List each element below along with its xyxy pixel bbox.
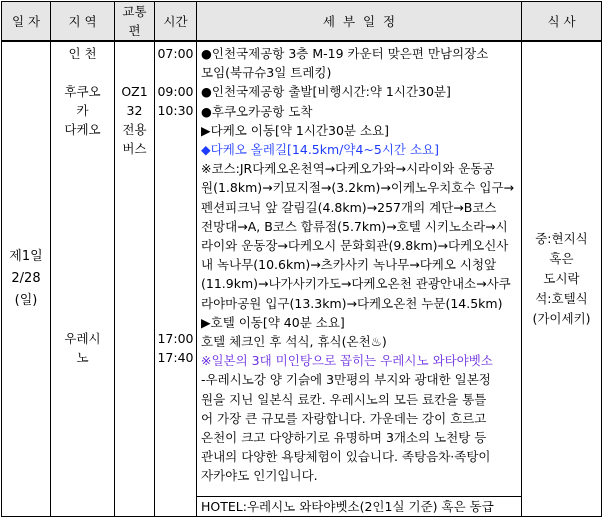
header-transport-line2: 편 (128, 23, 141, 38)
meal-line: 중:현지식 (535, 231, 588, 246)
region-line-7 (51, 177, 114, 196)
transport-line-4: 전용 (122, 122, 147, 137)
transport-cell (115, 41, 155, 517)
meal-line: 혹은 (549, 251, 574, 266)
header-date: 일 자 (2, 2, 51, 42)
schedule-line: 어 가장 큰 규모를 자랑합니다. 가운데는 강이 흐르고 (201, 410, 487, 426)
region-line-5 (51, 139, 114, 158)
region-line-15: 우레시 (64, 331, 101, 346)
schedule-line: 호텔 체크인 후 석식, 휴식(온천♨) (201, 334, 387, 350)
time-line-5 (155, 139, 196, 158)
region-line-10 (51, 234, 114, 253)
region-line-8 (51, 196, 114, 215)
time-line-0: 07:00 (157, 46, 194, 61)
day-cell (2, 41, 51, 517)
transport-line-1 (115, 63, 154, 82)
itinerary-table (1, 1, 602, 517)
time-line-4 (155, 120, 196, 139)
schedule-line: ※코스:JR다케오온천역→다케오가와→시라이와 운동공 (201, 161, 495, 177)
schedule-line: ▶호텔 이동[약 40분 소요] (201, 314, 345, 330)
time-line-12 (155, 272, 196, 291)
schedule-line: 모임(북규슈3일 트레킹) (201, 65, 332, 81)
region-line-9 (51, 215, 114, 234)
schedule-line: 원을 지닌 일본식 료칸. 우레시노의 모든 료칸을 통틀 (201, 391, 487, 407)
day-weekday: (일) (14, 293, 38, 308)
region-line-0: 인 천 (68, 46, 97, 61)
schedule-line: (11.9km)→나가사키가도→다케오온천 관광안내소→사쿠 (201, 276, 511, 292)
schedule-line: 자카야도 인기입니다. (201, 468, 318, 484)
region-line-16: 노 (76, 350, 89, 365)
time-line-9 (155, 215, 196, 234)
time-line-6 (155, 158, 196, 177)
meal-line: (가이세키) (532, 311, 591, 326)
meal-line: 석:호텔식 (535, 291, 588, 306)
schedule-line: ※일본의 3대 미인탕으로 꼽히는 우레시노 와타야벳소 (201, 353, 493, 369)
time-line-11 (155, 253, 196, 272)
header-transport-line1: 교통 (122, 4, 147, 19)
region-cell (51, 41, 115, 517)
day-row (2, 41, 602, 497)
time-line-7 (155, 177, 196, 196)
time-line-10 (155, 234, 196, 253)
time-line-13 (155, 291, 196, 310)
schedule-cell (197, 41, 522, 497)
region-line-11 (51, 253, 114, 272)
time-line-16: 17:40 (157, 350, 194, 365)
time-line-15: 17:00 (157, 331, 194, 346)
transport-line-2: OZ1 (121, 84, 148, 99)
transport-line-5: 버스 (122, 141, 147, 156)
schedule-line: 라이와 운동장→다케오시 문화회관(9.8km)→다케오신사 (201, 238, 509, 254)
hotel-info: HOTEL:우레시노 와타야벳소(2인1실 기준) 혹은 동급 (197, 497, 522, 517)
time-line-8 (155, 196, 196, 215)
schedule-line: 온천이 크고 다양하기로 유명하며 3개소의 노천탕 등 (201, 430, 487, 446)
day-label: 제1일 (9, 249, 43, 264)
region-line-13 (51, 291, 114, 310)
schedule-line: 라야마공원 입구(13.3km)→다케오온천 누문(14.5km) (201, 295, 503, 311)
transport-line-0 (115, 44, 154, 63)
region-line-1 (51, 63, 114, 82)
header-time: 시간 (155, 2, 197, 42)
header-schedule: 세 부 일 정 (197, 2, 522, 42)
schedule-line: ▶다케오 이동[약 1시간30분 소요] (201, 122, 389, 138)
schedule-line: ●후쿠오카공항 도착 (201, 103, 313, 119)
time-cell (155, 41, 197, 517)
time-line-2: 09:00 (157, 84, 194, 99)
header-transport (115, 2, 155, 42)
schedule-line: 관내의 다양한 욕탕체험이 있습니다. 족탕음차·족탕이 (201, 449, 491, 465)
schedule-line: ●인천국제공항 출발[비행시간:약 1시간30분] (201, 84, 451, 100)
day-date: 2/28 (11, 271, 41, 286)
region-line-12 (51, 272, 114, 291)
schedule-line: 내 녹나무(10.6km)→츠카사키 녹나무→다케오 시청앞 (201, 257, 497, 273)
meal-cell (522, 41, 602, 517)
schedule-line: ◆다케오 올레길[14.5km/약4~5시간 소요] (201, 142, 439, 158)
header-meal: 식 사 (522, 2, 602, 42)
schedule-line: -우레시노강 양 기슭에 3만평의 부지와 광대한 일본정 (201, 372, 491, 388)
region-line-14 (51, 310, 114, 329)
header-region: 지 역 (51, 2, 115, 42)
region-line-3: 카 (76, 103, 89, 118)
schedule-line: 펜션피크닉 앞 갈림길(4.8km)→257개의 계단→B코스 (201, 199, 497, 215)
meal-line: 도시락 (543, 271, 580, 286)
schedule-line: 전망대→A, B코스 합류점(5.7km)→호텔 시키노소라→시 (201, 218, 508, 234)
transport-line-3: 32 (126, 103, 143, 118)
region-line-2: 후쿠오 (64, 84, 101, 99)
time-line-3: 10:30 (157, 103, 194, 118)
region-line-6 (51, 158, 114, 177)
time-line-14 (155, 310, 196, 329)
region-line-4: 다케오 (64, 122, 101, 137)
schedule-line: 원(1.8km)→키묘지절→(3.2km)→이케노우치호수 입구→ (201, 180, 515, 196)
schedule-line: ●인천국제공항 3층 M-19 카운터 맞은편 만남의장소 (201, 46, 489, 61)
header-row (2, 2, 602, 42)
time-line-1 (155, 63, 196, 82)
